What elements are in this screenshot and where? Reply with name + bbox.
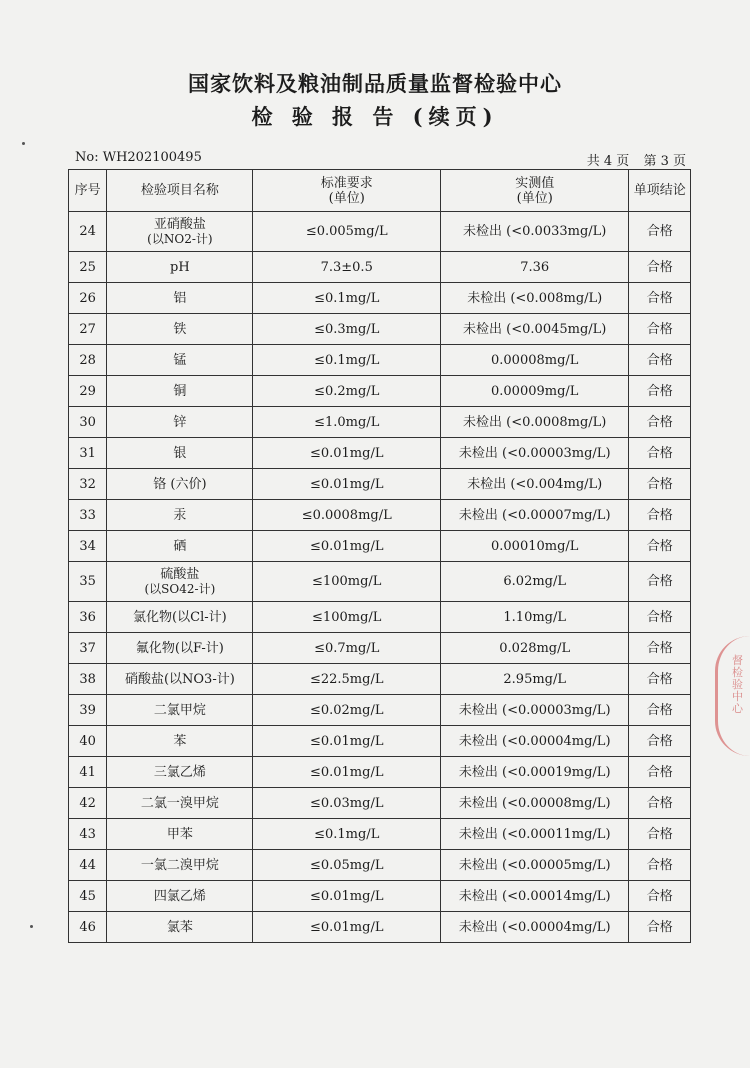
report-number: No: WH202100495 xyxy=(75,150,202,165)
cell-no: 28 xyxy=(69,345,107,376)
header-measured-label: 实测值 xyxy=(515,175,555,191)
header-no: 序号 xyxy=(69,170,107,212)
cell-conclusion: 合格 xyxy=(629,664,691,695)
cell-no: 38 xyxy=(69,664,107,695)
header-conclusion: 单项结论 xyxy=(629,170,691,212)
cell-measured: 未检出 (<0.00019mg/L) xyxy=(440,757,629,788)
cell-conclusion: 合格 xyxy=(629,283,691,314)
header-measured-unit: (单位) xyxy=(516,190,553,206)
cell-standard: ≤0.01mg/L xyxy=(253,438,441,469)
cell-no: 41 xyxy=(69,757,107,788)
cell-conclusion: 合格 xyxy=(629,469,691,500)
cell-item: 铬 (六价) xyxy=(107,469,253,500)
cell-no: 36 xyxy=(69,602,107,633)
cell-standard: ≤22.5mg/L xyxy=(253,664,441,695)
cell-measured: 未检出 (<0.008mg/L) xyxy=(440,283,629,314)
cell-conclusion: 合格 xyxy=(629,881,691,912)
cell-standard: ≤0.01mg/L xyxy=(253,726,441,757)
cell-item: 锌 xyxy=(107,407,253,438)
cell-measured: 未检出 (<0.00011mg/L) xyxy=(440,819,629,850)
table-row xyxy=(69,819,691,850)
cell-conclusion: 合格 xyxy=(629,726,691,757)
cell-measured: 2.95mg/L xyxy=(440,664,629,695)
cell-item: 铁 xyxy=(107,314,253,345)
cell-measured: 未检出 (<0.00003mg/L) xyxy=(440,438,629,469)
cell-no: 25 xyxy=(69,252,107,283)
cell-standard: ≤0.02mg/L xyxy=(253,695,441,726)
cell-measured: 未检出 (<0.004mg/L) xyxy=(440,469,629,500)
cell-standard: ≤0.01mg/L xyxy=(253,469,441,500)
cell-conclusion: 合格 xyxy=(629,252,691,283)
table-row xyxy=(69,314,691,345)
cell-conclusion: 合格 xyxy=(629,562,691,602)
cell-measured: 6.02mg/L xyxy=(440,562,629,602)
cell-item: 铝 xyxy=(107,283,253,314)
scan-speck xyxy=(22,142,25,145)
cell-item xyxy=(107,562,253,602)
header-standard-unit: (单位) xyxy=(328,190,365,206)
cell-conclusion: 合格 xyxy=(629,695,691,726)
cell-item: 氯苯 xyxy=(107,912,253,943)
cell-no: 42 xyxy=(69,788,107,819)
table-row xyxy=(69,376,691,407)
cell-item: 二氯甲烷 xyxy=(107,695,253,726)
cell-no: 26 xyxy=(69,283,107,314)
cell-standard: ≤0.01mg/L xyxy=(253,881,441,912)
header-measured xyxy=(440,170,629,212)
cell-standard: ≤0.005mg/L xyxy=(253,212,441,252)
cell-item-line1: 亚硝酸盐 xyxy=(153,216,206,232)
cell-item: 氟化物(以F-计) xyxy=(107,633,253,664)
cell-no: 45 xyxy=(69,881,107,912)
cell-item: 铜 xyxy=(107,376,253,407)
cell-no: 35 xyxy=(69,562,107,602)
table-row xyxy=(69,602,691,633)
cell-conclusion: 合格 xyxy=(629,531,691,562)
cell-conclusion: 合格 xyxy=(629,788,691,819)
cell-no: 37 xyxy=(69,633,107,664)
table-row xyxy=(69,757,691,788)
cell-standard: ≤0.7mg/L xyxy=(253,633,441,664)
cell-conclusion: 合格 xyxy=(629,438,691,469)
cell-conclusion: 合格 xyxy=(629,500,691,531)
cell-measured: 未检出 (<0.00004mg/L) xyxy=(440,912,629,943)
cell-standard: ≤0.1mg/L xyxy=(253,283,441,314)
cell-no: 30 xyxy=(69,407,107,438)
cell-standard: ≤0.3mg/L xyxy=(253,314,441,345)
cell-standard: ≤0.2mg/L xyxy=(253,376,441,407)
cell-measured: 未检出 (<0.00005mg/L) xyxy=(440,850,629,881)
cell-conclusion: 合格 xyxy=(629,314,691,345)
page-info xyxy=(577,150,686,169)
cell-conclusion: 合格 xyxy=(629,757,691,788)
table-row xyxy=(69,500,691,531)
cell-standard: ≤0.1mg/L xyxy=(253,819,441,850)
cell-item: 硒 xyxy=(107,531,253,562)
table-row xyxy=(69,664,691,695)
cell-item-line2: (以NO2-计) xyxy=(147,231,213,246)
cell-standard: ≤0.01mg/L xyxy=(253,531,441,562)
cell-standard: 7.3±0.5 xyxy=(253,252,441,283)
cell-conclusion: 合格 xyxy=(629,850,691,881)
cell-item: 一氯二溴甲烷 xyxy=(107,850,253,881)
table-row xyxy=(69,912,691,943)
cell-item: 硝酸盐(以NO3-计) xyxy=(107,664,253,695)
table-row xyxy=(69,562,691,602)
cell-standard: ≤100mg/L xyxy=(253,562,441,602)
cell-item xyxy=(107,212,253,252)
cell-no: 31 xyxy=(69,438,107,469)
cell-conclusion: 合格 xyxy=(629,407,691,438)
table-row xyxy=(69,438,691,469)
inspection-table xyxy=(68,169,691,943)
cell-item: 银 xyxy=(107,438,253,469)
cell-measured: 未检出 (<0.00014mg/L) xyxy=(440,881,629,912)
cell-conclusion: 合格 xyxy=(629,819,691,850)
table-row xyxy=(69,788,691,819)
current-page: 第 3 页 xyxy=(643,154,686,169)
cell-conclusion: 合格 xyxy=(629,633,691,664)
table-row xyxy=(69,283,691,314)
report-subtitle: 检 验 报 告 (续页) xyxy=(251,104,499,129)
cell-standard: ≤0.1mg/L xyxy=(253,345,441,376)
cell-measured: 0.028mg/L xyxy=(440,633,629,664)
cell-no: 29 xyxy=(69,376,107,407)
cell-no: 33 xyxy=(69,500,107,531)
cell-standard: ≤0.0008mg/L xyxy=(253,500,441,531)
cell-item: 甲苯 xyxy=(107,819,253,850)
cell-standard: ≤0.01mg/L xyxy=(253,757,441,788)
cell-conclusion: 合格 xyxy=(629,376,691,407)
table-row xyxy=(69,345,691,376)
cell-standard: ≤0.05mg/L xyxy=(253,850,441,881)
cell-measured: 1.10mg/L xyxy=(440,602,629,633)
cell-item: 汞 xyxy=(107,500,253,531)
cell-no: 40 xyxy=(69,726,107,757)
seal-text: 督检验中心 xyxy=(732,654,743,715)
cell-measured: 0.00008mg/L xyxy=(440,345,629,376)
cell-measured: 未检出 (<0.0008mg/L) xyxy=(440,407,629,438)
table-row xyxy=(69,212,691,252)
cell-no: 43 xyxy=(69,819,107,850)
table-row xyxy=(69,469,691,500)
table-row xyxy=(69,407,691,438)
cell-measured: 未检出 (<0.0033mg/L) xyxy=(440,212,629,252)
cell-no: 27 xyxy=(69,314,107,345)
table-body xyxy=(69,212,691,943)
cell-standard: ≤1.0mg/L xyxy=(253,407,441,438)
table-row xyxy=(69,531,691,562)
scan-speck xyxy=(30,925,33,928)
table-header-row xyxy=(69,170,691,212)
cell-measured: 未检出 (<0.0045mg/L) xyxy=(440,314,629,345)
cell-no: 39 xyxy=(69,695,107,726)
cell-conclusion: 合格 xyxy=(629,212,691,252)
cell-item: 四氯乙烯 xyxy=(107,881,253,912)
table-row xyxy=(69,252,691,283)
cell-item: 二氯一溴甲烷 xyxy=(107,788,253,819)
cell-measured: 未检出 (<0.00004mg/L) xyxy=(440,726,629,757)
header-item: 检验项目名称 xyxy=(107,170,253,212)
cell-no: 34 xyxy=(69,531,107,562)
cell-no: 24 xyxy=(69,212,107,252)
table-row xyxy=(69,881,691,912)
table-row xyxy=(69,726,691,757)
cell-no: 32 xyxy=(69,469,107,500)
cell-measured: 0.00009mg/L xyxy=(440,376,629,407)
table-row xyxy=(69,633,691,664)
cell-conclusion: 合格 xyxy=(629,602,691,633)
cell-no: 44 xyxy=(69,850,107,881)
cell-item: pH xyxy=(107,252,253,283)
cell-item: 锰 xyxy=(107,345,253,376)
cell-measured: 未检出 (<0.00008mg/L) xyxy=(440,788,629,819)
cell-item-line1: 硫酸盐 xyxy=(160,566,200,582)
cell-standard: ≤0.01mg/L xyxy=(253,912,441,943)
cell-conclusion: 合格 xyxy=(629,345,691,376)
cell-item: 氯化物(以Cl-计) xyxy=(107,602,253,633)
cell-standard: ≤0.03mg/L xyxy=(253,788,441,819)
cell-no: 46 xyxy=(69,912,107,943)
cell-measured: 未检出 (<0.00003mg/L) xyxy=(440,695,629,726)
cell-item: 三氯乙烯 xyxy=(107,757,253,788)
cell-measured: 未检出 (<0.00007mg/L) xyxy=(440,500,629,531)
cell-standard: ≤100mg/L xyxy=(253,602,441,633)
header-standard-label: 标准要求 xyxy=(320,175,373,191)
cell-item-line2: (以SO42-计) xyxy=(144,581,216,596)
cell-measured: 0.00010mg/L xyxy=(440,531,629,562)
table-row xyxy=(69,850,691,881)
cell-item: 苯 xyxy=(107,726,253,757)
report-title: 国家饮料及粮油制品质量监督检验中心 xyxy=(188,71,562,96)
cell-conclusion: 合格 xyxy=(629,912,691,943)
cell-measured: 7.36 xyxy=(440,252,629,283)
header-standard xyxy=(253,170,441,212)
total-pages: 共 4 页 xyxy=(586,154,630,169)
table-row xyxy=(69,695,691,726)
